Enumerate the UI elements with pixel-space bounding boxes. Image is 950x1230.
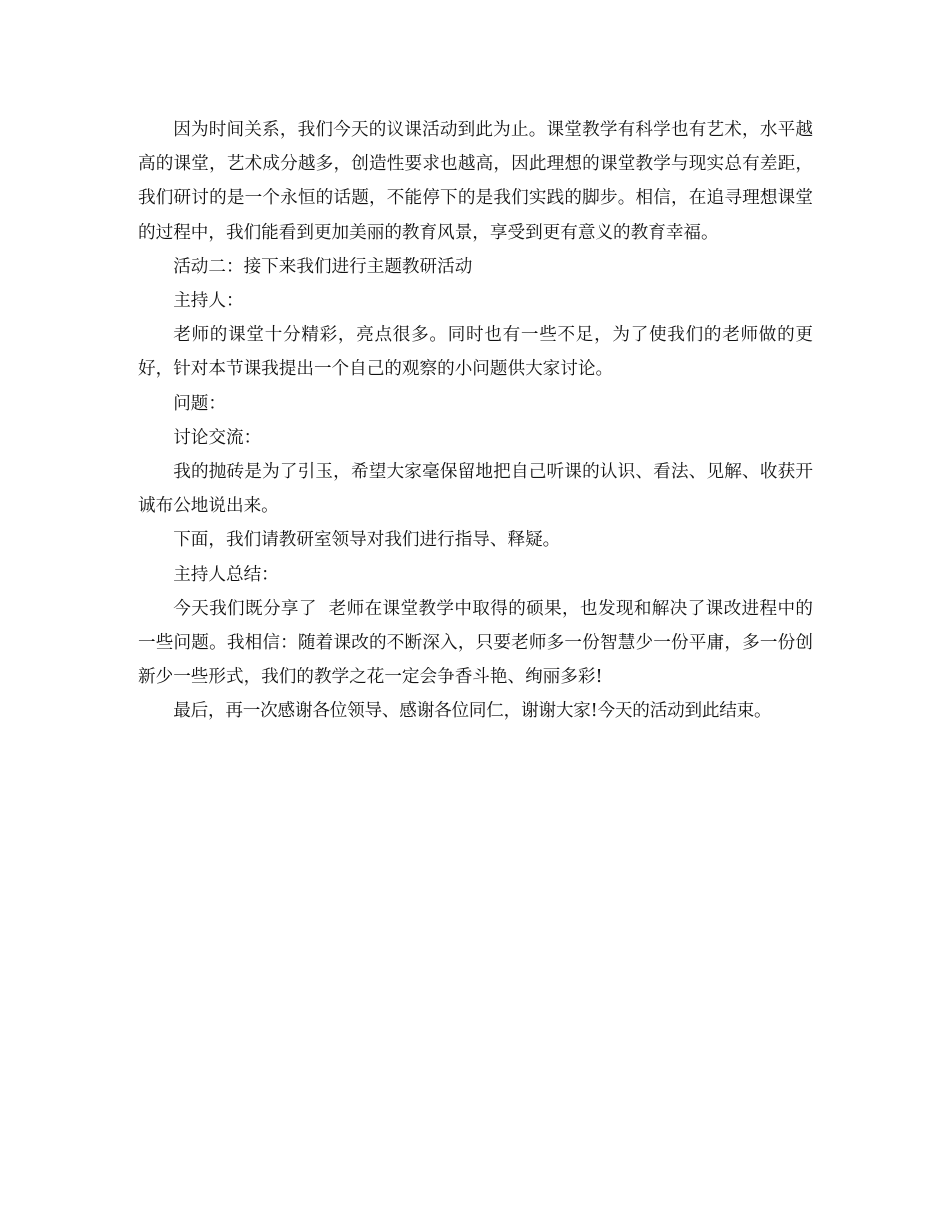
paragraph-summary: 今天我们既分享了 老师在课堂教学中取得的硕果，也发现和解决了课改进程中的一些问题。我相信：随着课改的不断深入，只要老师多一份智慧少一份平庸，多一份创新少一些形式，我们的教学之花一定会争香斗艳、绚丽多彩! <box>138 598 813 688</box>
paragraph-question-label: 问题： <box>173 393 226 414</box>
paragraph-thanks: 最后，再一次感谢各位领导、感谢各位同仁，谢谢大家!今天的活动到此结束。 <box>173 701 772 722</box>
paragraph-invitation: 我的抛砖是为了引玉，希望大家毫保留地把自己听课的认识、看法、见解、收获开诚布公地说出来。 <box>138 462 813 517</box>
paragraph-host-label: 主持人： <box>173 291 244 312</box>
paragraph-discussion-label: 讨论交流： <box>173 427 262 448</box>
paragraph-summary-label: 主持人总结： <box>173 564 279 585</box>
paragraph-activity-two: 活动二：接下来我们进行主题教研活动 <box>173 256 473 277</box>
paragraph-guidance: 下面，我们请教研室领导对我们进行指导、释疑。 <box>173 530 561 551</box>
document-body <box>138 113 813 729</box>
paragraph-closing-remarks: 因为时间关系，我们今天的议课活动到此为止。课堂教学有科学也有艺术，水平越高的课堂，艺术成分越多，创造性要求也越高，因此理想的课堂教学与现实总有差距，我们研讨的是一个永恒的话题，不能停下的是我们实践的脚步。相信，在追寻理想课堂的过程中，我们能看到更加美丽的教育风景，享受到更有意义的教育幸福。 <box>138 120 813 243</box>
paragraph-host-comment: 老师的课堂十分精彩，亮点很多。同时也有一些不足，为了使我们的老师做的更好，针对本节课我提出一个自己的观察的小问题供大家讨论。 <box>138 325 813 380</box>
